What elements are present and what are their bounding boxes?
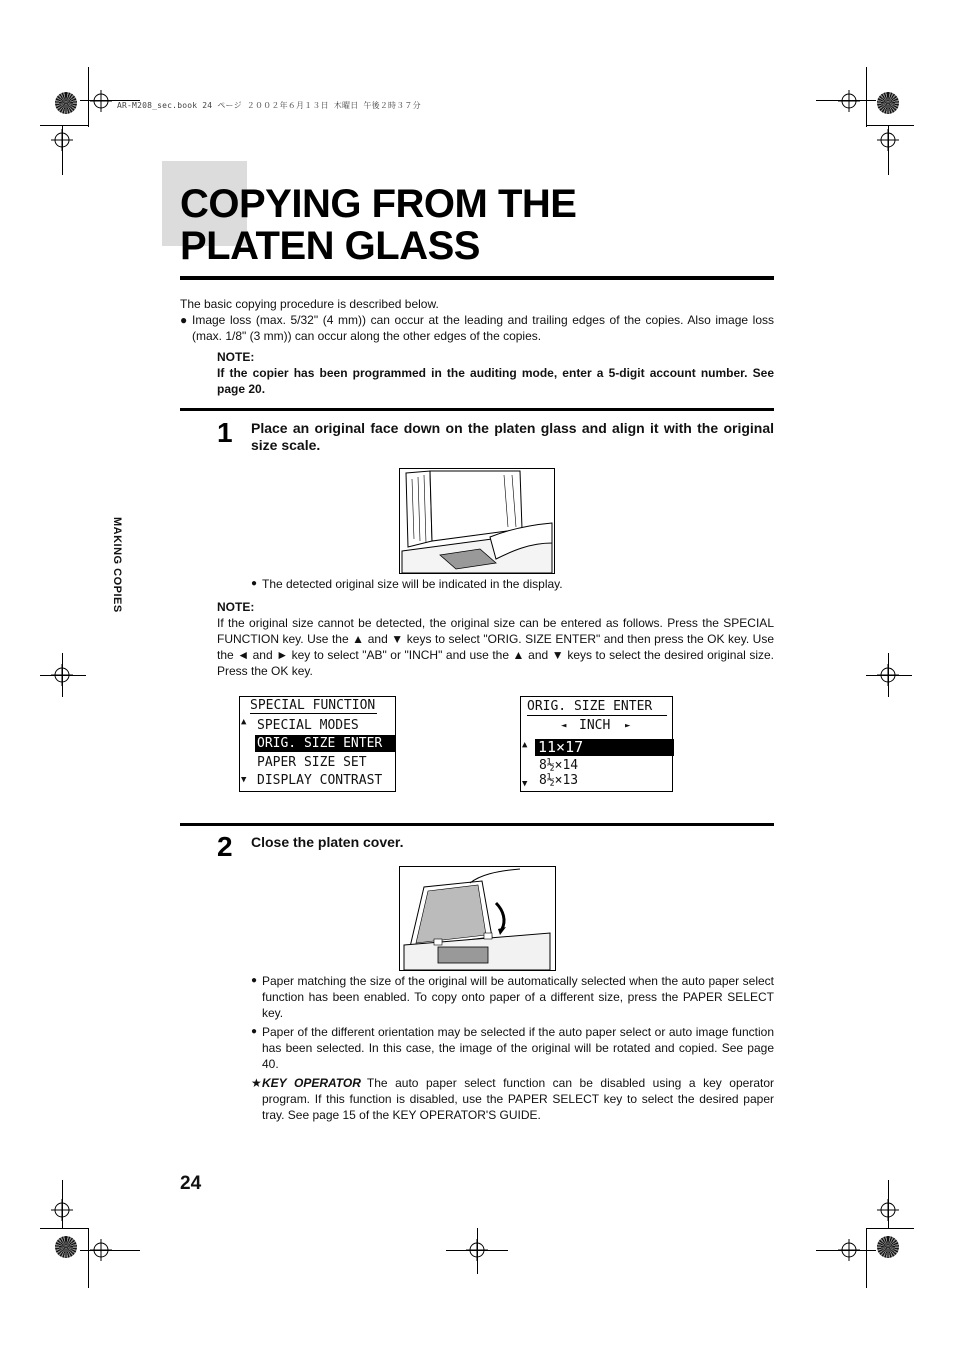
lcd-menu-item: DISPLAY CONTRAST	[257, 773, 383, 788]
step-2-text: Close the platen cover.	[251, 834, 404, 850]
lcd-size-selected: 11×17	[535, 739, 674, 756]
note-text: If the original size cannot be detected, the original size can be entered as follows. Press the SPECIAL FUNCTION key. Use the ▲ and ▼ keys to select "ORIG. SIZE ENTER" and then press the OK key. Use the ◄ and ► key to select "AB" or "INCH" and use the ▲ and ▼ keys to select the desired original size. Press the OK key.	[217, 616, 774, 678]
bullet-icon: ●	[180, 313, 188, 327]
bullet-icon: ●	[251, 975, 258, 986]
lcd-menu-item: SPECIAL MODES	[257, 718, 359, 733]
lcd-menu-item-selected: ORIG. SIZE ENTER	[255, 735, 396, 752]
page-title-line-2: PLATEN GLASS	[180, 224, 480, 268]
registration-rosette-icon	[55, 1236, 77, 1258]
scroll-up-icon: ▲	[522, 740, 528, 750]
page-number: 24	[180, 1173, 202, 1194]
star-icon: ★	[251, 1076, 262, 1090]
close-cover-illustration	[399, 866, 556, 971]
lcd-title: SPECIAL FUNCTION	[250, 698, 376, 713]
step-2-bullet-2-text: Paper of the different orientation may be selected if the auto paper select or auto image function has been selected. In this case, the image of the original will be rotated and copied. See page 40.	[262, 1025, 774, 1071]
crosshair-icon	[51, 664, 73, 686]
lcd-special-function	[239, 696, 396, 792]
crosshair-icon	[51, 129, 73, 151]
step-1-rule	[180, 408, 774, 411]
intro-bullet	[180, 312, 774, 344]
step-1-number: 1	[217, 417, 233, 448]
crosshair-icon	[51, 1199, 73, 1221]
step-1-text: Place an original face down on the platen glass and align it with the original size scale.	[251, 420, 774, 453]
intro-bullet-text: Image loss (max. 5/32" (4 mm)) can occur at the leading and trailing edges of the copies. Also image loss (max. 1/8" (3 mm)) can occur along the other edges of the copies.	[192, 313, 774, 343]
step-2-number: 2	[217, 831, 233, 862]
registration-rosette-icon	[877, 1236, 899, 1258]
crosshair-icon	[466, 1239, 488, 1261]
key-operator-note	[251, 1075, 774, 1123]
right-arrow-icon: ►	[625, 721, 631, 731]
left-arrow-icon: ◄	[561, 721, 567, 731]
note-intro	[217, 349, 774, 397]
note-label: NOTE:	[217, 600, 255, 614]
note-label: NOTE:	[217, 350, 255, 364]
lcd-orig-size-enter	[520, 696, 673, 792]
step-1-bullet	[251, 576, 774, 592]
intro-text: The basic copying procedure is described below.	[180, 297, 439, 311]
crosshair-icon	[877, 1199, 899, 1221]
crosshair-icon	[877, 664, 899, 686]
page-title	[180, 183, 780, 267]
key-operator-label: KEY OPERATOR	[262, 1076, 361, 1090]
crosshair-icon	[838, 90, 860, 112]
bullet-icon: ●	[251, 578, 258, 589]
bullet-icon: ●	[251, 1026, 258, 1037]
print-header-stamp: AR-M208_sec.book 24 ページ ２００２年６月１３日 木曜日 午後２時３７分	[117, 101, 421, 110]
lcd-title: ORIG. SIZE ENTER	[527, 699, 653, 714]
lcd-size-item: 8½×13	[539, 773, 579, 788]
scroll-down-icon: ▼	[522, 779, 528, 789]
title-rule	[180, 276, 774, 280]
registration-rosette-icon	[55, 92, 77, 114]
step-2-bullet-1-text: Paper matching the size of the original will be automatically selected when the auto paper select function has been enabled. To copy onto paper of a different size, press the PAPER SELECT key.	[262, 974, 774, 1020]
step-2-bullet-1	[251, 973, 774, 1021]
step-2-bullet-2	[251, 1024, 774, 1072]
platen-placement-illustration	[399, 468, 555, 574]
registration-rosette-icon	[877, 92, 899, 114]
lcd-size-item: 8½×14	[539, 758, 579, 773]
lcd-unit: INCH	[579, 718, 611, 733]
note-text: If the copier has been programmed in the auditing mode, enter a 5-digit account number. See page 20.	[217, 366, 774, 396]
note-original-size	[217, 599, 774, 679]
crosshair-icon	[90, 90, 112, 112]
lcd-menu-item: PAPER SIZE SET	[257, 755, 367, 770]
lcd-title-underline	[527, 715, 667, 716]
scroll-down-icon: ▼	[241, 775, 247, 785]
scroll-up-icon: ▲	[241, 717, 247, 727]
key-operator-text: The auto paper select function can be disabled using a key operator program. If this function is disabled, use the PAPER SELECT key to select the desired paper tray. See page 15 of the KEY OPERATOR'S GUIDE.	[262, 1076, 774, 1122]
lcd-title-underline	[250, 713, 377, 714]
step-1-bullet-text: The detected original size will be indicated in the display.	[262, 577, 563, 591]
section-side-tab: MAKING COPIES	[111, 517, 123, 613]
crosshair-icon	[877, 129, 899, 151]
crosshair-icon	[90, 1239, 112, 1261]
page-title-line-1: COPYING FROM THE	[180, 182, 577, 226]
crosshair-icon	[838, 1239, 860, 1261]
step-2-rule	[180, 823, 774, 826]
